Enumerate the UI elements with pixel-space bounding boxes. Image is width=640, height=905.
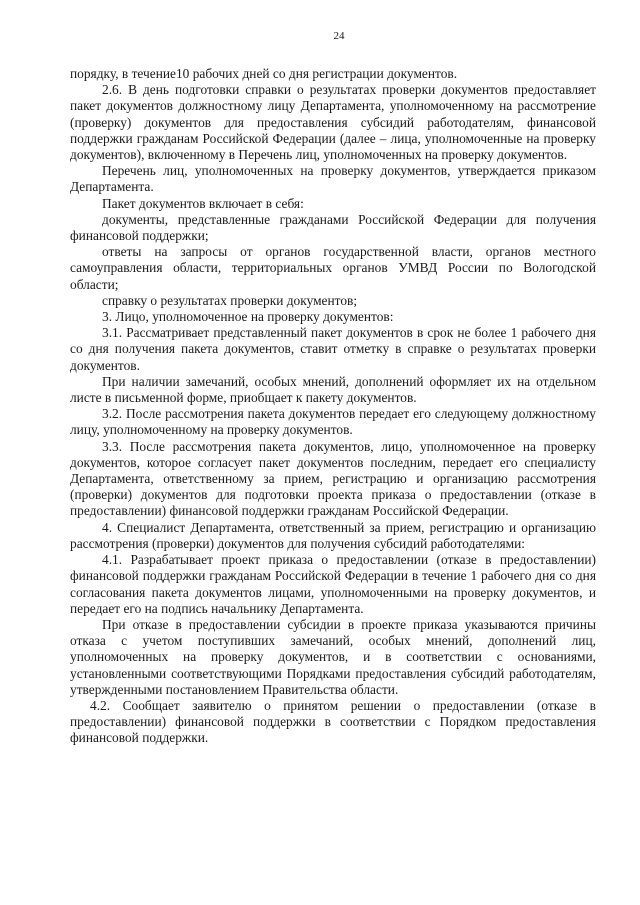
paragraph: 4.1. Разрабатывает проект приказа о предоставлении (отказе в предоставлении) финансовой поддержки гражданам Российской Федерации в течение 1 рабочего дня со дня согласования пакета документов лицами, уполномоченными на проверку документов, и передает его на подпись начальнику Департамента. — [70, 552, 596, 616]
paragraph: порядку, в течение10 рабочих дней со дня регистрации документов. — [70, 66, 458, 81]
paragraph: справку о результатах проверки документов; — [102, 292, 358, 308]
paragraph: документы, представленные гражданами Российской Федерации для получения финансовой поддержки; — [70, 211, 596, 244]
paragraph: 4. Специалист Департамента, ответственный за прием, регистрацию и организацию рассмотрения (проверки) документов для получения субсидий работодателями: — [70, 519, 596, 551]
paragraph: 3.1. Рассматривает представленный пакет документов в срок не более 1 рабочего дня со дня получения пакета документов, ставит отметку в справке о результатах проверки документов. — [70, 325, 596, 373]
paragraph: При отказе в предоставлении субсидии в проекте приказа указываются причины отказа с учетом поступивших замечаний, особых мнений, дополнений лиц, уполномоченных на проверку документов, и в соответствии с основаниями, установленными соответствующими Порядками предоставления субсидий работодателям, утвержденными постановлением Правительства области. — [70, 616, 596, 697]
paragraph: 3.2. После рассмотрения пакета документов передает его следующему должностному лицу, уполномоченному на проверку документов. — [70, 406, 596, 438]
paragraph: При наличии замечаний, особых мнений, дополнений оформляет их на отдельном листе в письменной форме, приобщает к пакету документов. — [70, 373, 596, 406]
document-body — [70, 66, 596, 747]
paragraph: 3. Лицо, уполномоченное на проверку документов: — [102, 309, 394, 325]
paragraph: Пакет документов включает в себя: — [102, 195, 304, 211]
paragraph: Перечень лиц, уполномоченных на проверку документов, утверждается приказом Департамента. — [70, 163, 596, 195]
paragraph: 2.6. В день подготовки справки о результатах проверки документов предоставляет пакет документов должностному лицу Департамента, уполномоченному на рассмотрение (проверку) документов для предоставления субсидий работодателям, финансовой поддержки гражданам Российской Федерации (далее – лица, уполномоченные на проверку документов), включенному в Перечень лиц, уполномоченных на проверку документов. — [70, 82, 596, 163]
paragraph: ответы на запросы от органов государственной власти, органов местного самоуправления области, территориальных органов УМВД России по Вологодской области; — [70, 244, 596, 292]
paragraph: 4.2. Сообщает заявителю о принятом решении о предоставлении (отказе в предоставлении) финансовой поддержки в соответствии с Порядком предоставления финансовой поддержки. — [70, 697, 596, 746]
page-number: 24 — [333, 30, 345, 42]
paragraph: 3.3. После рассмотрения пакета документов, лицо, уполномоченное на проверку документов, которое согласует пакет документов последним, передает его специалисту Департамента, ответственному за прием, регистрацию и организацию рассмотрения (проверки) документов для подготовки проекта приказа о предоставлении (отказе в предоставлении) финансовой поддержки гражданам Российской Федерации. — [70, 438, 596, 519]
